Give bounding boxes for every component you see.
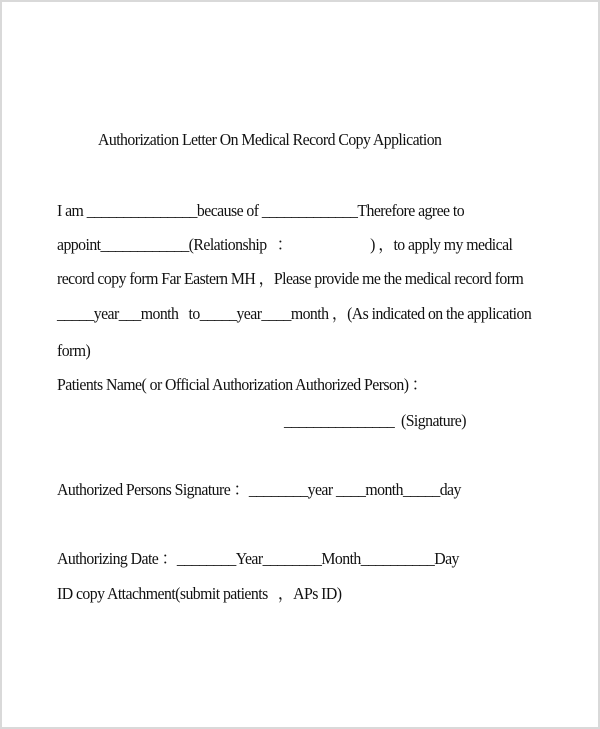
patient-name-label: Patients Name( or Official Authorization Authorized Person) ： [57,375,428,394]
id-copy-attachment-line: ID copy Attachment(submit patients ，APs ID) [57,584,342,603]
authorizing-date-line: Authorizing Date ：________Year________Month__________Day [57,549,459,568]
body-line-4: _____year___month to_____year____month ，(As indicated on the application [57,304,532,323]
document-title: Authorization Letter On Medical Record Copy Application [98,130,442,149]
body-line-1: I am _______________because of _____________Therefore agree to [57,201,465,220]
body-line-5: form) [57,341,91,360]
authorized-persons-signature-line: Authorized Persons Signature ：________year ____month_____day [57,480,461,499]
body-line-2: appoint____________(Relationship ： ) ，to apply my medical [57,235,513,254]
body-line-3: record copy form Far Eastern MH ，Please provide me the medical record form [57,269,524,288]
signature-line: _______________ (Signature) [284,411,466,430]
